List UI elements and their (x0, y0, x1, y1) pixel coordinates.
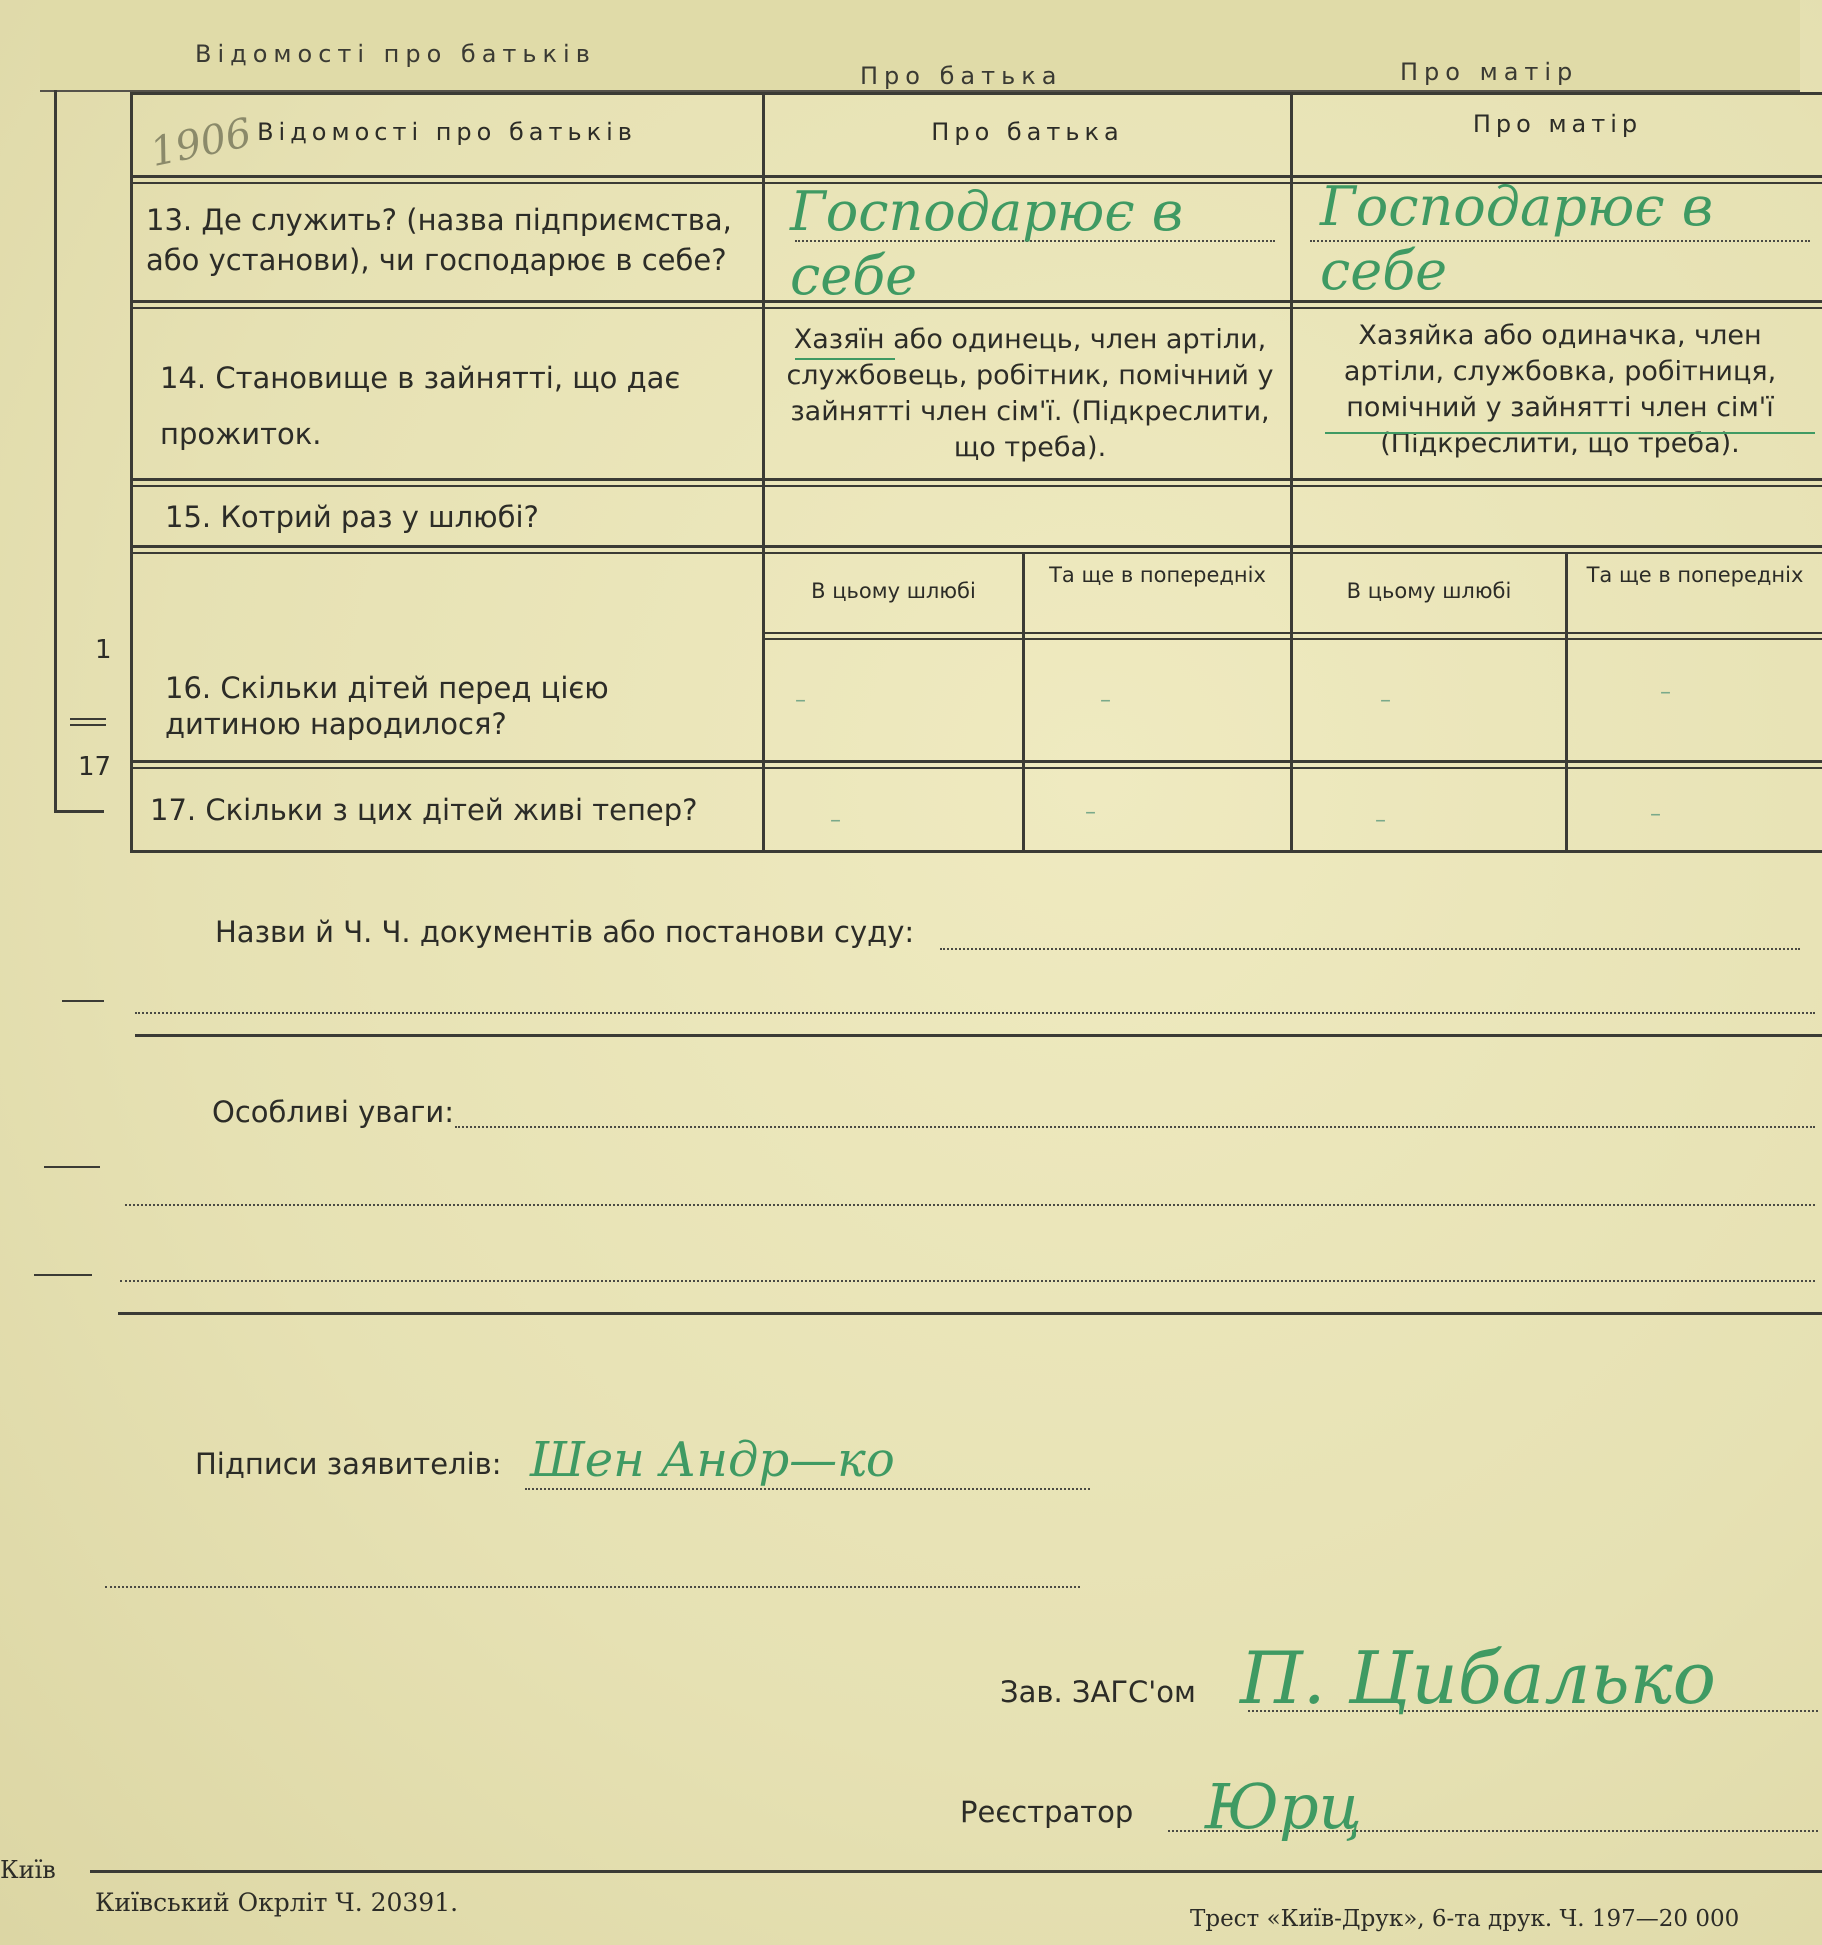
section-rule (118, 1312, 1822, 1315)
subcol-divider (1565, 552, 1568, 852)
remarks-line (120, 1280, 1815, 1282)
table-bottom-border (130, 850, 1822, 853)
subheader-rule (762, 632, 1822, 634)
back-sheet-father-header: Про батька (860, 62, 1063, 90)
margin-rule (54, 90, 57, 810)
empty-mark: – (1375, 808, 1386, 833)
margin-note-1: 1 (95, 635, 112, 665)
margin-rule-bottom (54, 810, 104, 813)
question-15: 15. Котрий раз у шлюбі? (165, 500, 539, 534)
empty-mark: – (1085, 800, 1096, 825)
question-17: 17. Скільки з цих дітей живі тепер? (150, 793, 698, 827)
question-16: 16. Скільки дітей перед цією дитиною народилося? (165, 671, 609, 741)
mother-header: Про матір (1472, 110, 1643, 138)
head-label: Зав. ЗАГС'ом (1000, 1675, 1196, 1709)
back-sheet-parents-header: Відомості про батьків (195, 40, 596, 68)
signature-line (525, 1488, 1090, 1490)
registrar-label: Реєстратор (960, 1795, 1134, 1829)
margin-tick (70, 718, 106, 720)
margin-city: Київ (0, 1856, 56, 1884)
signatures-label: Підписи заявителів: (195, 1447, 502, 1481)
remarks-line (125, 1204, 1815, 1206)
row-rule (130, 300, 1822, 303)
question-14: 14. Становище в зайнятті, що дає прожиток. (160, 361, 681, 451)
footer-left: Київський Окрліт Ч. 20391. (95, 1888, 459, 1917)
table-col-divider (762, 92, 765, 852)
table-left-border (130, 92, 133, 852)
margin-tick (34, 1274, 92, 1276)
table-col-divider (1290, 92, 1293, 852)
father-answer-13: Господарює в себе (790, 180, 1184, 307)
registrar-signature: Юрц (1205, 1770, 1362, 1843)
father-this-marriage-header: В цьому шлюбі (811, 579, 976, 603)
mother-answer-13: Господарює в себе (1320, 175, 1714, 302)
row-rule (130, 545, 1822, 548)
empty-mark: – (1380, 688, 1391, 713)
empty-mark: – (1660, 680, 1671, 705)
question-13: 13. Де служить? (назва підприємства, або установи), чи господарює в себе? (146, 203, 732, 277)
documents-label: Назви й Ч. Ч. документів або постанови суду: (215, 915, 915, 949)
section-rule (135, 1034, 1822, 1037)
mother-this-marriage-header: В цьому шлюбі (1346, 579, 1512, 603)
applicant-signature: Шен Андр—ко (530, 1432, 895, 1488)
father-previous-header: Та ще в попередніх (1049, 563, 1266, 587)
parents-info-header: Відомості про батьків (257, 118, 637, 146)
margin-tick (70, 724, 106, 726)
documents-line (940, 948, 1800, 950)
row-rule (130, 767, 1822, 769)
margin-tick (44, 1166, 100, 1168)
mother-occupation-options: Хазяйка або одиначка, член артіли, службовка, робітниця, помічний у зайнятті член сім'ї (Підкреслити, що треба). (1343, 320, 1777, 459)
head-signature: П. Цибалько (1240, 1636, 1716, 1720)
row-rule (130, 760, 1822, 763)
margin-note-17: 17 (78, 752, 112, 782)
father-header: Про батька (931, 118, 1124, 146)
mother-option-underline (1325, 432, 1815, 434)
margin-tick (62, 1000, 104, 1002)
back-sheet-mother-header: Про матір (1400, 58, 1579, 86)
corner-handwritten-number: 1906 (146, 109, 256, 177)
row-rule (130, 485, 1822, 487)
row-rule (130, 478, 1822, 481)
footer-rule (90, 1870, 1822, 1873)
documents-line (135, 1012, 1815, 1014)
empty-mark: – (1650, 802, 1661, 827)
signature-line (105, 1586, 1080, 1588)
footer-right: Трест «Київ-Друк», 6-та друк. Ч. 197—20 000 (1190, 1906, 1740, 1932)
row-rule (130, 307, 1822, 309)
table-top-border (130, 92, 1822, 95)
row-rule (130, 552, 1822, 554)
subcol-divider (1022, 552, 1025, 852)
empty-mark: – (795, 688, 806, 713)
father-occupation-options: Хазяїн або одинець, член артіли, службовець, робітник, помічний у зайнятті член сім'ї. (Підкреслити, що треба). (786, 324, 1274, 463)
subheader-rule (762, 638, 1822, 640)
empty-mark: – (830, 808, 841, 833)
father-option-underline (795, 358, 895, 360)
mother-previous-header: Та ще в попередніх (1586, 563, 1804, 587)
remarks-label: Особливі уваги: (212, 1095, 455, 1129)
empty-mark: – (1100, 688, 1111, 713)
remarks-line (455, 1126, 1815, 1128)
